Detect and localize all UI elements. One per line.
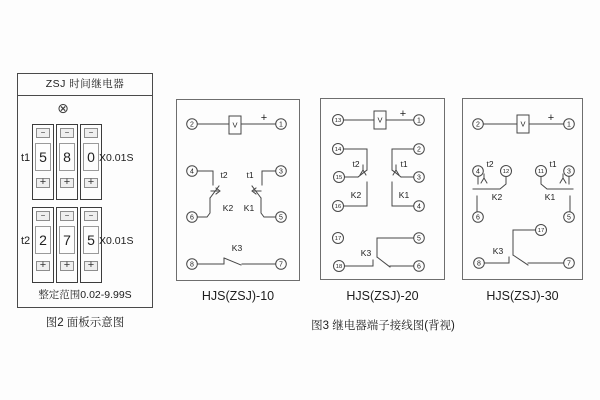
wheel-minus-button: − [36, 128, 50, 138]
terminal-5 [414, 233, 425, 244]
diagram-hjs-zsj-20 [320, 98, 445, 280]
polarity-plus: + [260, 112, 268, 124]
svg-text:2: 2 [190, 121, 194, 129]
terminal-5 [276, 212, 287, 223]
svg-text:11: 11 [537, 169, 545, 176]
svg-text:3: 3 [279, 168, 283, 176]
terminal-8 [474, 258, 485, 269]
terminal-7 [564, 258, 575, 269]
svg-text:3: 3 [417, 174, 421, 182]
contact-blade [224, 258, 241, 265]
row-label-t1: t1 [21, 152, 31, 164]
label-k3: K3 [231, 243, 243, 253]
terminal-17 [333, 233, 344, 244]
wheel-plus-button: + [84, 178, 98, 188]
svg-text:1: 1 [279, 121, 283, 129]
svg-text:7: 7 [279, 261, 283, 269]
label-k3: K3 [492, 246, 504, 256]
terminal-3 [414, 172, 425, 183]
contact-blade [513, 255, 528, 265]
wire [197, 198, 210, 217]
label-k2: K2 [491, 192, 503, 202]
diagram3-caption: HJS(ZSJ)-30 [486, 289, 559, 303]
terminal-4 [473, 166, 484, 177]
terminal-1 [414, 115, 425, 126]
terminal-15 [334, 172, 345, 183]
label-k1: K1 [243, 203, 255, 213]
thumbwheel [56, 207, 78, 283]
diagram-hjs-zsj-10 [176, 99, 300, 281]
terminal-3 [564, 166, 575, 177]
delay-arrow-icon [481, 174, 487, 183]
terminal-4 [414, 201, 425, 212]
meter-label: V [232, 120, 238, 130]
wire [513, 230, 536, 255]
thumbwheel-group-t2 [32, 207, 102, 283]
svg-text:17: 17 [537, 228, 545, 235]
wheel-digit: 7 [59, 226, 75, 254]
label-k2: K2 [350, 190, 362, 200]
panel-title: ZSJ 时间继电器 [18, 74, 152, 96]
terminal-8 [187, 259, 198, 270]
multiplier-t2: X0.01S [99, 235, 134, 247]
label-t2: t2 [486, 159, 494, 169]
wheel-minus-button: − [60, 211, 74, 221]
terminal-18 [334, 261, 345, 272]
terminal-5 [564, 212, 575, 223]
wire [377, 238, 414, 257]
fig2-caption: 图2 面板示意图 [45, 317, 125, 329]
contact-blade [541, 176, 573, 189]
row-label-t2: t2 [21, 235, 31, 247]
terminal-1 [564, 119, 575, 130]
diagram-hjs-zsj-30 [462, 98, 583, 280]
delay-arrow-icon [560, 174, 566, 183]
wheel-digit: 0 [83, 143, 99, 171]
wire [262, 171, 276, 185]
terminal-6 [473, 212, 484, 223]
thumbwheel [32, 124, 54, 200]
wire [197, 171, 213, 185]
meter-label: V [520, 119, 526, 129]
thumbwheel-group-t1 [32, 124, 102, 200]
svg-text:15: 15 [335, 175, 343, 182]
indicator-lamp-icon: ⊗ [57, 100, 69, 116]
svg-text:4: 4 [417, 203, 421, 211]
label-t2: t2 [220, 170, 228, 180]
relay-front-panel [17, 73, 153, 308]
svg-text:17: 17 [334, 236, 342, 243]
label-k1: K1 [544, 192, 556, 202]
contact-blade [210, 186, 219, 198]
svg-text:5: 5 [567, 214, 571, 222]
svg-text:1: 1 [417, 117, 421, 125]
multiplier-t1: X0.01S [99, 152, 134, 164]
wheel-minus-button: − [60, 128, 74, 138]
svg-text:14: 14 [334, 147, 342, 154]
label-k1: K1 [398, 190, 410, 200]
terminal-11 [536, 166, 547, 177]
thumbwheel [56, 124, 78, 200]
terminal-1 [276, 119, 287, 130]
label-t1: t1 [400, 159, 408, 169]
wheel-digit: 2 [35, 226, 51, 254]
label-t1: t1 [549, 159, 557, 169]
svg-text:2: 2 [417, 146, 421, 154]
wire [344, 260, 373, 266]
contact-blade [377, 257, 390, 267]
thumbwheel [32, 207, 54, 283]
wire [484, 257, 509, 263]
terminal-16 [333, 201, 344, 212]
terminal-4 [187, 166, 198, 177]
label-t1: t1 [246, 170, 254, 180]
svg-text:6: 6 [476, 214, 480, 222]
svg-text:12: 12 [502, 169, 510, 176]
wheel-digit: 5 [35, 143, 51, 171]
wheel-plus-button: + [36, 178, 50, 188]
svg-text:13: 13 [334, 118, 342, 125]
svg-text:8: 8 [190, 261, 194, 269]
wheel-plus-button: + [36, 261, 50, 271]
wire [261, 198, 276, 217]
terminal-3 [276, 166, 287, 177]
wheel-minus-button: − [36, 211, 50, 221]
wheel-digit: 5 [83, 226, 99, 254]
svg-text:16: 16 [334, 204, 342, 211]
wheel-digit: 8 [59, 143, 75, 171]
svg-text:8: 8 [477, 260, 481, 268]
terminal-7 [276, 259, 287, 270]
terminal-2 [414, 144, 425, 155]
fig3-caption: 图3 继电器端子接线图(背视) [311, 320, 455, 332]
svg-text:5: 5 [417, 235, 421, 243]
svg-text:4: 4 [476, 168, 480, 176]
svg-text:18: 18 [335, 264, 343, 271]
terminal-17 [536, 225, 547, 236]
polarity-plus: + [399, 108, 407, 120]
terminal-6 [414, 261, 425, 272]
terminal-2 [473, 119, 484, 130]
wire [197, 258, 224, 264]
setting-range-text: 整定范围0.02-9.99S [38, 289, 132, 301]
wheel-plus-button: + [60, 178, 74, 188]
svg-text:5: 5 [279, 214, 283, 222]
terminal-2 [187, 119, 198, 130]
svg-text:1: 1 [567, 121, 571, 129]
label-t2: t2 [352, 159, 360, 169]
svg-text:2: 2 [476, 121, 480, 129]
svg-text:3: 3 [567, 168, 571, 176]
wheel-minus-button: − [84, 211, 98, 221]
terminal-6 [187, 212, 198, 223]
terminal-13 [333, 115, 344, 126]
polarity-plus: + [547, 112, 555, 124]
wheel-plus-button: + [84, 261, 98, 271]
diagram1-caption: HJS(ZSJ)-10 [201, 289, 275, 303]
svg-text:4: 4 [190, 168, 194, 176]
terminal-14 [333, 144, 344, 155]
diagram2-caption: HJS(ZSJ)-20 [346, 289, 419, 303]
svg-text:6: 6 [417, 263, 421, 271]
svg-text:7: 7 [567, 260, 571, 268]
meter-label: V [377, 115, 383, 125]
terminal-12 [501, 166, 512, 177]
wheel-plus-button: + [60, 261, 74, 271]
label-k3: K3 [360, 248, 372, 258]
label-k2: K2 [222, 203, 234, 213]
svg-text:6: 6 [190, 214, 194, 222]
wheel-minus-button: − [84, 128, 98, 138]
